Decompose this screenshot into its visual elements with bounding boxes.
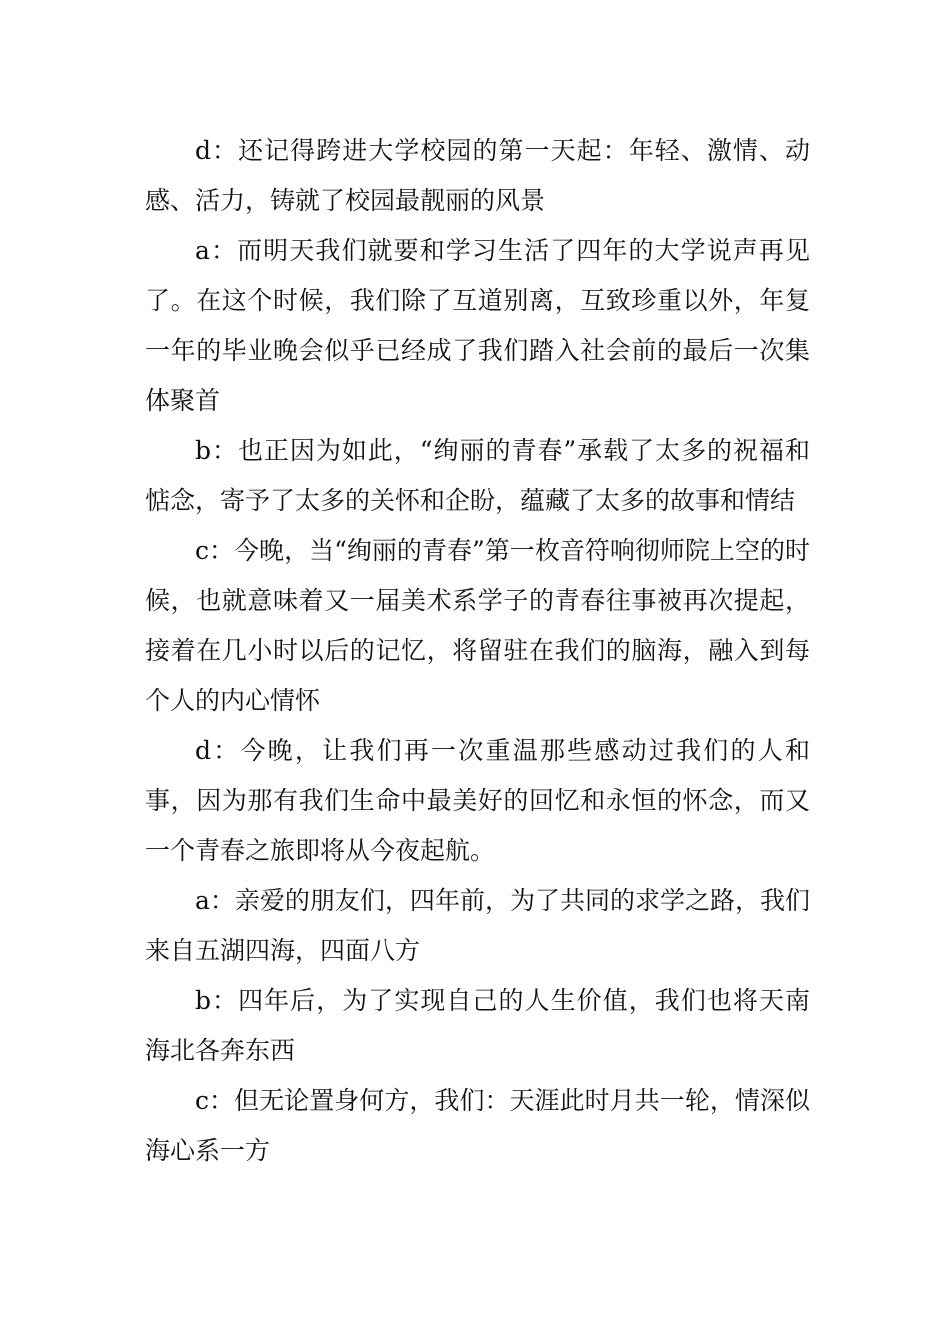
paragraph-d-relive: d：今晚，让我们再一次重温那些感动过我们的人和事，因为那有我们生命中最美好的回忆和永恒的怀念，而又一个青春之旅即将从今夜起航。 — [145, 736, 810, 865]
paragraph-d-first-day: d：还记得跨进大学校园的第一天起：年轻、激情、动感、活力，铸就了校园最靓丽的风景 — [145, 136, 810, 215]
document-body — [145, 126, 810, 1176]
paragraph-a-farewell: a：而明天我们就要和学习生活了四年的大学说声再见了。在这个时候，我们除了互道别离，互致珍重以外，年复一年的毕业晚会似乎已经成了我们踏入社会前的最后一次集体聚首 — [145, 236, 810, 415]
paragraph-b-four-years-later: b：四年后，为了实现自己的人生价值，我们也将天南海北各奔东西 — [145, 986, 810, 1065]
paragraph-c-wherever: c：但无论置身何方，我们：天涯此时月共一轮，情深似海心系一方 — [145, 1086, 810, 1165]
paragraph-c-tonight-note: c：今晚，当“绚丽的青春”第一枚音符响彻师院上空的时候，也就意味着又一届美术系学子的青春往事被再次提起，接着在几小时以后的记忆，将留驻在我们的脑海，融入到每个人的内心情怀 — [145, 536, 810, 715]
paragraph-b-brilliant-youth: b：也正因为如此，“绚丽的青春”承载了太多的祝福和惦念，寄予了太多的关怀和企盼，蕴藏了太多的故事和情结 — [145, 436, 810, 515]
paragraph-a-four-years-ago: a：亲爱的朋友们，四年前，为了共同的求学之路，我们来自五湖四海，四面八方 — [145, 886, 810, 965]
